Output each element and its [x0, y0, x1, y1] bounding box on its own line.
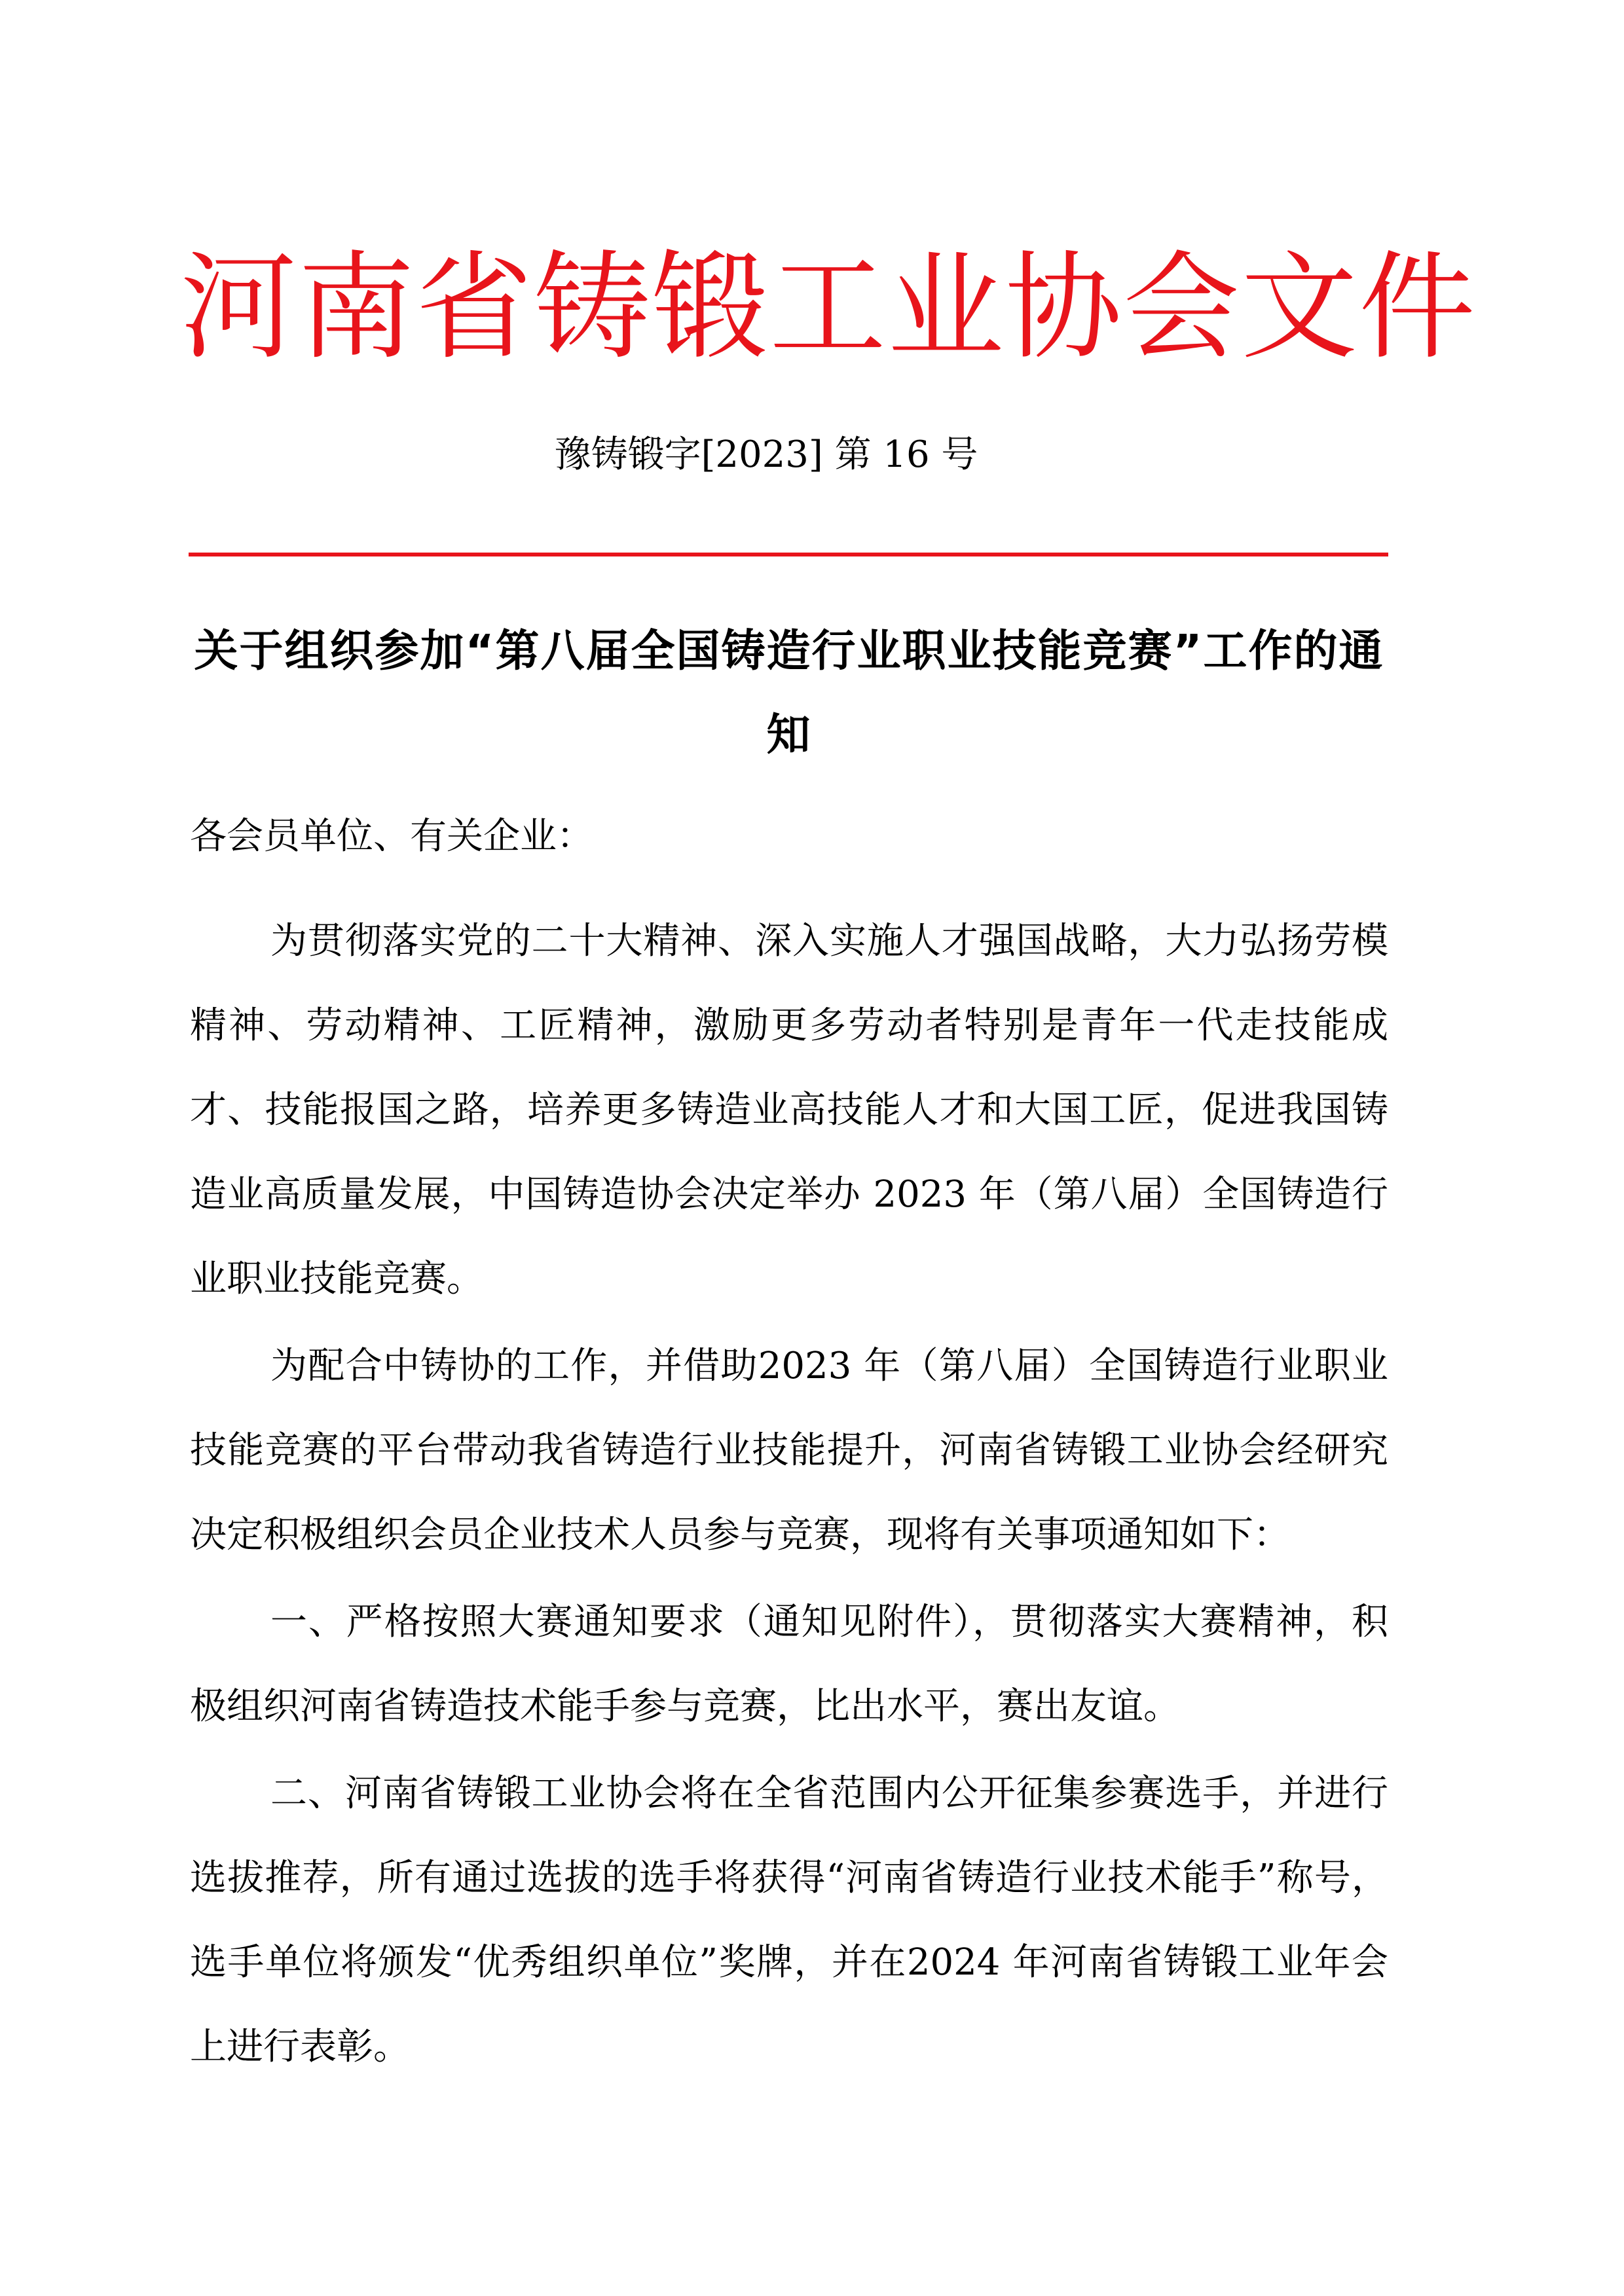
body-paragraph: 为配合中铸协的工作，并借助2023 年（第八届）全国铸造行业职业技能竞赛的平台带动我省铸造行业技能提升，河南省铸锻工业协会经研究决定积极组织会员企业技术人员参与竞赛，现将有关事项通知如下： — [190, 1345, 1388, 1556]
salutation: 各会员单位、有关企业： — [190, 815, 593, 858]
notice-body — [190, 899, 1388, 2089]
body-paragraph: 二、河南省铸锻工业协会将在全省范围内公开征集参赛选手，并进行选拔推荐，所有通过选拔的选手将获得“河南省铸造行业技术能手”称号，选手单位将颁发“优秀组织单位”奖牌，并在2024 年河南省铸锻工业年会上进行表彰。 — [190, 1772, 1388, 2068]
body-paragraph: 为贯彻落实党的二十大精神、深入实施人才强国战略，大力弘扬劳模精神、劳动精神、工匠精神，激励更多劳动者特别是青年一代走技能成才、技能报国之路，培养更多铸造业高技能人才和大国工匠，促进我国铸造业高质量发展，中国铸造协会决定举办 2023 年（第八届）全国铸造行业职业技能竞赛。 — [190, 920, 1388, 1300]
red-divider-line — [189, 553, 1388, 556]
notice-title: 关于组织参加“第八届全国铸造行业职业技能竞赛”工作的通知 — [194, 625, 1384, 760]
masthead-title: 河南省铸锻工业协会文件 — [180, 240, 1477, 375]
document-number: 豫铸锻字[2023] 第 16 号 — [554, 433, 978, 476]
body-paragraph: 一、严格按照大赛通知要求（通知见附件），贯彻落实大赛精神，积极组织河南省铸造技术能手参与竞赛，比出水平，赛出友谊。 — [190, 1601, 1388, 1728]
